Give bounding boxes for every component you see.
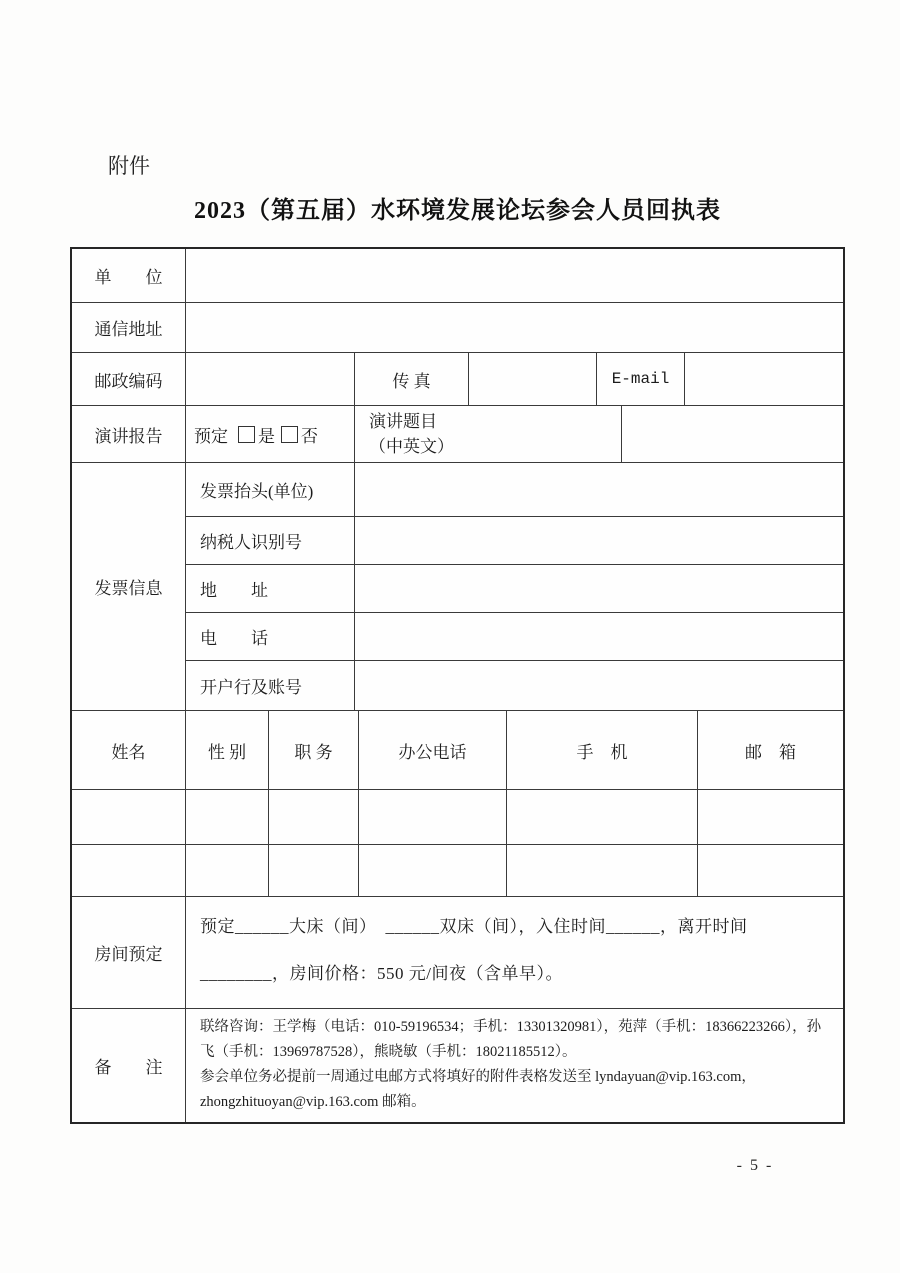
people-cell (698, 845, 843, 896)
speech-label-cell: 演讲报告 (72, 406, 186, 462)
room-label-cell: 房间预定 (72, 897, 186, 1008)
remarks-text (186, 1009, 843, 1115)
reply-form-table (70, 247, 845, 1124)
speech-title-line2: （中英文） (369, 437, 454, 456)
people-cell (72, 790, 186, 844)
invoice-taxid-value-cell (355, 517, 843, 564)
people-header-position: 职 务 (269, 711, 359, 789)
people-cell (359, 790, 507, 844)
speech-booking-cell (186, 406, 355, 462)
invoice-row-phone (186, 613, 843, 661)
speech-no-label: 否 (301, 426, 318, 446)
people-header-row (72, 711, 843, 790)
people-row-1 (72, 790, 843, 845)
speech-title-line1: 演讲题目 (369, 412, 437, 431)
invoice-title-value-cell (355, 463, 843, 516)
unit-value-cell (186, 249, 843, 302)
people-cell (359, 845, 507, 896)
remarks-row (72, 1009, 843, 1122)
invoice-bank-value-cell (355, 661, 843, 710)
invoice-phone-value-cell (355, 613, 843, 660)
address-value-cell (186, 303, 843, 352)
people-row-2 (72, 845, 843, 897)
people-cell (72, 845, 186, 896)
people-header-name: 姓名 (72, 711, 186, 789)
speech-yes-label: 是 (258, 426, 275, 446)
invoice-row-taxid (186, 517, 843, 565)
invoice-row-title (186, 463, 843, 517)
people-cell (698, 790, 843, 844)
attachment-label: 附件 (108, 155, 150, 178)
invoice-address-label-cell: 地 址 (186, 565, 355, 613)
room-value-cell (186, 897, 843, 1008)
people-header-mobile: 手 机 (507, 711, 698, 789)
speech-title-label-cell (355, 406, 622, 462)
people-cell (507, 790, 698, 844)
email-value-cell (685, 353, 843, 405)
invoice-row-bank (186, 661, 843, 710)
speech-yes-checkbox (238, 426, 255, 443)
people-header-email: 邮 箱 (745, 742, 796, 762)
fax-label-cell: 传 真 (355, 353, 469, 405)
page-title: 2023（第五届）水环境发展论坛参会人员回执表 (194, 198, 721, 224)
people-header-office-phone: 办公电话 (359, 711, 507, 789)
postal-label-cell: 邮政编码 (72, 353, 186, 405)
email-label-cell: E-mail (597, 353, 685, 405)
speech-title-value-cell (622, 406, 843, 462)
remarks-line-email-instruction: 参会单位务必提前一周通过电邮方式将填好的附件表格发送至 lyndayuan@vip.163.com，zhongzhituoyan@vip.163.com 邮箱。 (200, 1069, 756, 1110)
room-text: 预定______大床（间） ______双床（间），入住时间______，离开时间________，房间价格：550 元/间夜（含单早）。 (200, 917, 748, 983)
invoice-title-label-cell: 发票抬头(单位) (186, 463, 355, 516)
people-cell (269, 845, 359, 896)
invoice-phone-label-cell: 电 话 (186, 613, 355, 660)
postal-fax-email-row (72, 353, 843, 406)
fax-value-cell (469, 353, 597, 405)
postal-value-cell (186, 353, 355, 405)
invoice-taxid-label-cell: 纳税人识别号 (186, 517, 355, 564)
invoice-label-cell: 发票信息 (72, 463, 186, 710)
unit-row (72, 249, 843, 303)
people-header-gender: 性 别 (186, 711, 269, 789)
address-label-cell: 通信地址 (72, 303, 186, 352)
remarks-value-cell (186, 1009, 843, 1122)
speech-booking-prefix: 预定 (194, 426, 228, 446)
invoice-row-address (186, 565, 843, 614)
invoice-block (72, 463, 843, 711)
people-cell (186, 790, 269, 844)
invoice-bank-label-cell: 开户行及账号 (186, 661, 355, 710)
speech-row (72, 406, 843, 463)
speech-no-checkbox (281, 426, 298, 443)
invoice-subtable (186, 463, 843, 710)
people-cell (186, 845, 269, 896)
room-row (72, 897, 843, 1009)
remarks-label-cell: 备 注 (72, 1009, 186, 1122)
people-cell (507, 845, 698, 896)
unit-label-cell: 单 位 (72, 249, 186, 302)
invoice-address-value-cell (355, 565, 843, 613)
remarks-line-contacts: 联络咨询：王学梅（电话：010-59196534；手机：13301320981），苑萍（手机：18366223266），孙飞（手机：13969787528），熊晓敏（手机：18021185512）。 (200, 1019, 822, 1060)
address-row (72, 303, 843, 353)
page-number: - 5 - (736, 1157, 774, 1174)
people-cell (269, 790, 359, 844)
